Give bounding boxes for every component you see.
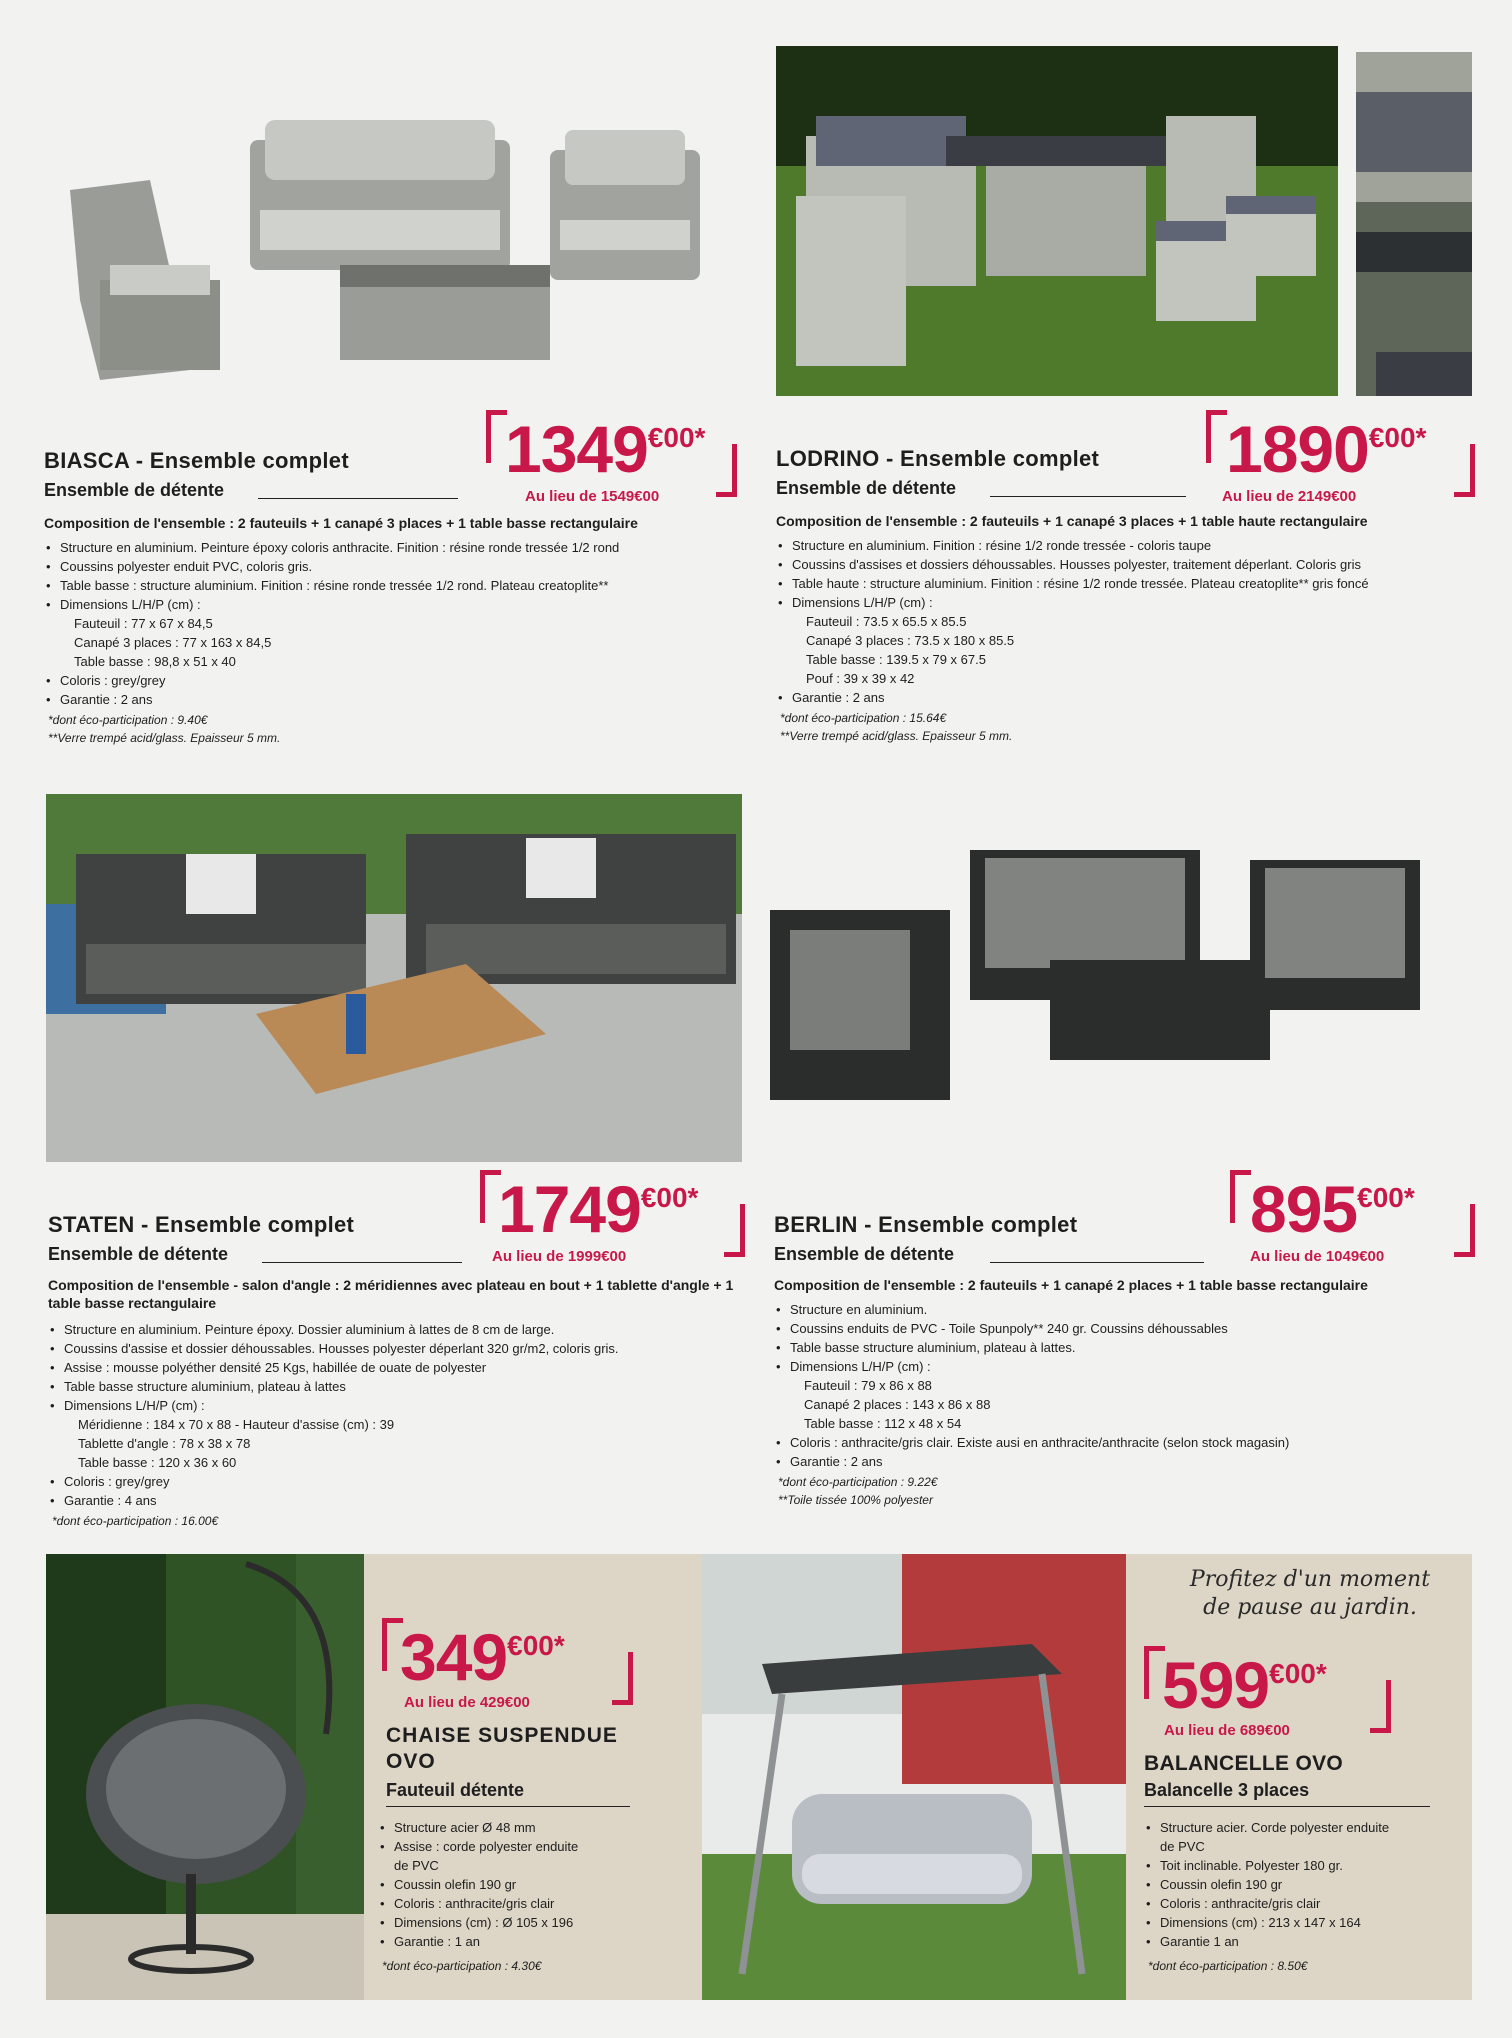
berlin-price: 895€00* Au lieu de 1049€00: [1250, 1172, 1415, 1265]
balancelle-subtitle: Balancelle 3 places: [1144, 1780, 1310, 1800]
lodrino-specs: [776, 536, 1496, 745]
note: *dont éco-participation : 9.22€: [778, 1475, 938, 1489]
spec-item: • Garantie 1 an: [1144, 1932, 1464, 1951]
spec-item: • Dimensions L/H/P (cm) :: [48, 1396, 768, 1415]
balancelle-tagline: [1150, 1566, 1470, 1622]
chaise-specs: [378, 1818, 658, 1975]
chaise-photo: [46, 1554, 364, 2000]
note: *dont éco-participation : 16.00€: [52, 1514, 219, 1528]
berlin-rule: [990, 1262, 1204, 1263]
staten-photo: [46, 794, 742, 1162]
chaise-title-2: OVO: [386, 1750, 436, 1773]
spec-item: • Garantie : 4 ans: [48, 1491, 768, 1510]
biasca-title: BIASCA - Ensemble complet: [44, 448, 349, 473]
lodrino-subtitle: Ensemble de détente: [776, 478, 957, 498]
spec-item: • Dimensions L/H/P (cm) :: [776, 593, 1496, 612]
spec-item: Canapé 3 places : 73.5 x 180 x 85.5: [806, 633, 1015, 648]
spec-item: • Structure en aluminium. Peinture époxy coloris anthracite. Finition : résine ronde tressée 1/2 rond: [44, 538, 764, 557]
biasca-rule: [258, 498, 458, 499]
biasca-photo: [40, 70, 740, 390]
spec-item: • Coussin olefin 190 gr: [1144, 1875, 1464, 1894]
staten-bracket-right: [724, 1204, 745, 1257]
spec-item: • Table basse structure aluminium, plateau à lattes.: [774, 1338, 1494, 1357]
spec-item: Pouf : 39 x 39 x 42: [806, 671, 915, 686]
spec-item: • Toit inclinable. Polyester 180 gr.: [1144, 1856, 1464, 1875]
berlin-specs: [774, 1300, 1494, 1509]
spec-item: • Garantie : 2 ans: [44, 690, 764, 709]
balancelle-title: BALANCELLE OVO: [1144, 1752, 1344, 1775]
spec-item: Canapé 3 places : 77 x 163 x 84,5: [74, 635, 272, 650]
chaise-rule: [386, 1806, 630, 1807]
chaise-bracket-left: [382, 1618, 403, 1671]
tagline-line-2: de pause au jardin.: [1203, 1595, 1417, 1620]
spec-item: Méridienne : 184 x 70 x 88 - Hauteur d'assise (cm) : 39: [78, 1417, 395, 1432]
note: *dont éco-participation : 8.50€: [1148, 1959, 1308, 1973]
staten-composition: Composition de l'ensemble - salon d'angle : 2 méridiennes avec plateau en bout + 1 tablette d'angle + 1 table basse rectangulaire: [48, 1277, 734, 1311]
balancelle-price: 599€00* Au lieu de 689€00: [1162, 1648, 1327, 1739]
spec-item: Canapé 2 places : 143 x 86 x 88: [804, 1397, 991, 1412]
balancelle-rule: [1144, 1806, 1430, 1807]
spec-item: Table basse : 120 x 36 x 60: [78, 1455, 237, 1470]
spec-item: • Garantie : 2 ans: [774, 1452, 1494, 1471]
spec-item: Table basse : 98,8 x 51 x 40: [74, 654, 236, 669]
spec-item: • Coussins d'assises et dossiers déhoussables. Housses polyester, traitement déperlant. Coloris gris: [776, 555, 1496, 574]
spec-item: • Structure en aluminium.: [774, 1300, 1494, 1319]
spec-item: • Coussins polyester enduit PVC, coloris gris.: [44, 557, 764, 576]
spec-item: • Dimensions L/H/P (cm) :: [44, 595, 764, 614]
lodrino-old-price: Au lieu de 2149€00: [1222, 488, 1357, 505]
spec-item: • Table haute : structure aluminium. Finition : résine 1/2 ronde tressée. Plateau creatoplite** gris foncé: [776, 574, 1496, 593]
spec-item: Table basse : 112 x 48 x 54: [804, 1416, 962, 1431]
chaise-old-price: Au lieu de 429€00: [404, 1694, 530, 1711]
tagline-line-1: Profitez d'un moment: [1189, 1567, 1431, 1592]
staten-old-price: Au lieu de 1999€00: [492, 1248, 627, 1265]
spec-item: • Structure acier Ø 48 mm: [378, 1818, 658, 1837]
berlin-bracket-right: [1454, 1204, 1475, 1257]
note: **Verre trempé acid/glass. Epaisseur 5 mm.: [780, 729, 1013, 743]
biasca-subtitle: Ensemble de détente: [44, 480, 225, 500]
chaise-subtitle: Fauteuil détente: [386, 1780, 525, 1800]
biasca-bracket-left: [486, 410, 507, 463]
lodrino-title: LODRINO - Ensemble complet: [776, 446, 1100, 471]
balancelle-old-price: Au lieu de 689€00: [1164, 1722, 1290, 1739]
staten-price: 1749€00* Au lieu de 1999€00: [492, 1172, 699, 1265]
spec-item: • Coloris : anthracite/gris clair. Existe ausi en anthracite/anthracite (selon stock magasin): [774, 1433, 1494, 1452]
lodrino-price: 1890€00* Au lieu de 2149€00: [1222, 412, 1427, 505]
chaise-title: CHAISE SUSPENDUE: [386, 1724, 618, 1747]
spec-item: • Coussins d'assise et dossier déhoussables. Housses polyester déperlant 320 gr/m2, coloris gris.: [48, 1339, 768, 1358]
staten-subtitle: Ensemble de détente: [48, 1244, 229, 1264]
spec-item: • Structure acier. Corde polyester enduite: [1144, 1818, 1464, 1837]
berlin-composition: Composition de l'ensemble : 2 fauteuils + 1 canapé 2 places + 1 table basse rectangulaire: [774, 1277, 1368, 1293]
berlin-old-price: Au lieu de 1049€00: [1250, 1248, 1385, 1265]
biasca-bracket-right: [716, 444, 737, 497]
biasca-old-price: Au lieu de 1549€00: [525, 488, 660, 505]
note: **Toile tissée 100% polyester: [778, 1493, 933, 1507]
spec-item: • Garantie : 2 ans: [776, 688, 1496, 707]
lodrino-rule: [990, 496, 1186, 497]
biasca-specs: [44, 538, 764, 747]
spec-item: • Dimensions L/H/P (cm) :: [774, 1357, 1494, 1376]
lodrino-bracket-left: [1206, 410, 1227, 463]
spec-item: • Table basse : structure aluminium. Finition : résine ronde tressée 1/2 rond. Plateau creatoplite**: [44, 576, 764, 595]
berlin-title: BERLIN - Ensemble complet: [774, 1212, 1078, 1237]
spec-item: Fauteuil : 77 x 67 x 84,5: [74, 616, 213, 631]
spec-item: • Coloris : grey/grey: [44, 671, 764, 690]
note: *dont éco-participation : 9.40€: [48, 713, 208, 727]
spec-item: de PVC: [1160, 1839, 1205, 1854]
berlin-photo: [770, 830, 1470, 1130]
spec-item: • Dimensions (cm) : Ø 105 x 196: [378, 1913, 658, 1932]
lodrino-bracket-right: [1454, 444, 1475, 497]
chaise-bracket-right: [612, 1652, 633, 1705]
note: **Verre trempé acid/glass. Epaisseur 5 mm.: [48, 731, 281, 745]
balancelle-bracket-left: [1144, 1646, 1165, 1699]
lodrino-composition: Composition de l'ensemble : 2 fauteuils + 1 canapé 3 places + 1 table haute rectangulaire: [776, 513, 1368, 529]
note: *dont éco-participation : 4.30€: [382, 1959, 542, 1973]
balancelle-specs: [1144, 1818, 1464, 1975]
spec-item: • Structure en aluminium. Finition : résine 1/2 ronde tressée - coloris taupe: [776, 536, 1496, 555]
spec-item: • Coloris : anthracite/gris clair: [1144, 1894, 1464, 1913]
biasca-composition: Composition de l'ensemble : 2 fauteuils + 1 canapé 3 places + 1 table basse rectangulaire: [44, 515, 638, 531]
spec-item: Fauteuil : 79 x 86 x 88: [804, 1378, 932, 1393]
spec-item: Table basse : 139.5 x 79 x 67.5: [806, 652, 986, 667]
spec-item: • Garantie : 1 an: [378, 1932, 658, 1951]
balancelle-photo: [702, 1554, 1126, 2000]
spec-item: Tablette d'angle : 78 x 38 x 78: [78, 1436, 251, 1451]
staten-specs: [48, 1320, 768, 1530]
staten-title: STATEN - Ensemble complet: [48, 1212, 355, 1237]
lodrino-photo-detail: [1356, 52, 1472, 396]
staten-bracket-left: [480, 1170, 501, 1223]
berlin-subtitle: Ensemble de détente: [774, 1244, 955, 1264]
spec-item: • Assise : mousse polyéther densité 25 Kgs, habillée de ouate de polyester: [48, 1358, 768, 1377]
spec-item: • Coussins enduits de PVC - Toile Spunpoly** 240 gr. Coussins déhoussables: [774, 1319, 1494, 1338]
spec-item: • Coloris : anthracite/gris clair: [378, 1894, 658, 1913]
spec-item: • Assise : corde polyester enduite: [378, 1837, 658, 1856]
spec-item: de PVC: [394, 1858, 439, 1873]
spec-item: • Coloris : grey/grey: [48, 1472, 768, 1491]
spec-item: • Table basse structure aluminium, plateau à lattes: [48, 1377, 768, 1396]
note: *dont éco-participation : 15.64€: [780, 711, 947, 725]
spec-item: • Dimensions (cm) : 213 x 147 x 164: [1144, 1913, 1464, 1932]
spec-item: Fauteuil : 73.5 x 65.5 x 85.5: [806, 614, 967, 629]
balancelle-bracket-right: [1370, 1680, 1391, 1733]
berlin-bracket-left: [1230, 1170, 1251, 1223]
biasca-price: 1349€00* Au lieu de 1549€00: [505, 412, 706, 505]
staten-rule: [262, 1262, 462, 1263]
chaise-price: 349€00* Au lieu de 429€00: [400, 1620, 565, 1711]
lodrino-photo: [776, 46, 1338, 396]
spec-item: • Coussin olefin 190 gr: [378, 1875, 658, 1894]
spec-item: • Structure en aluminium. Peinture époxy. Dossier aluminium à lattes de 8 cm de large.: [48, 1320, 768, 1339]
